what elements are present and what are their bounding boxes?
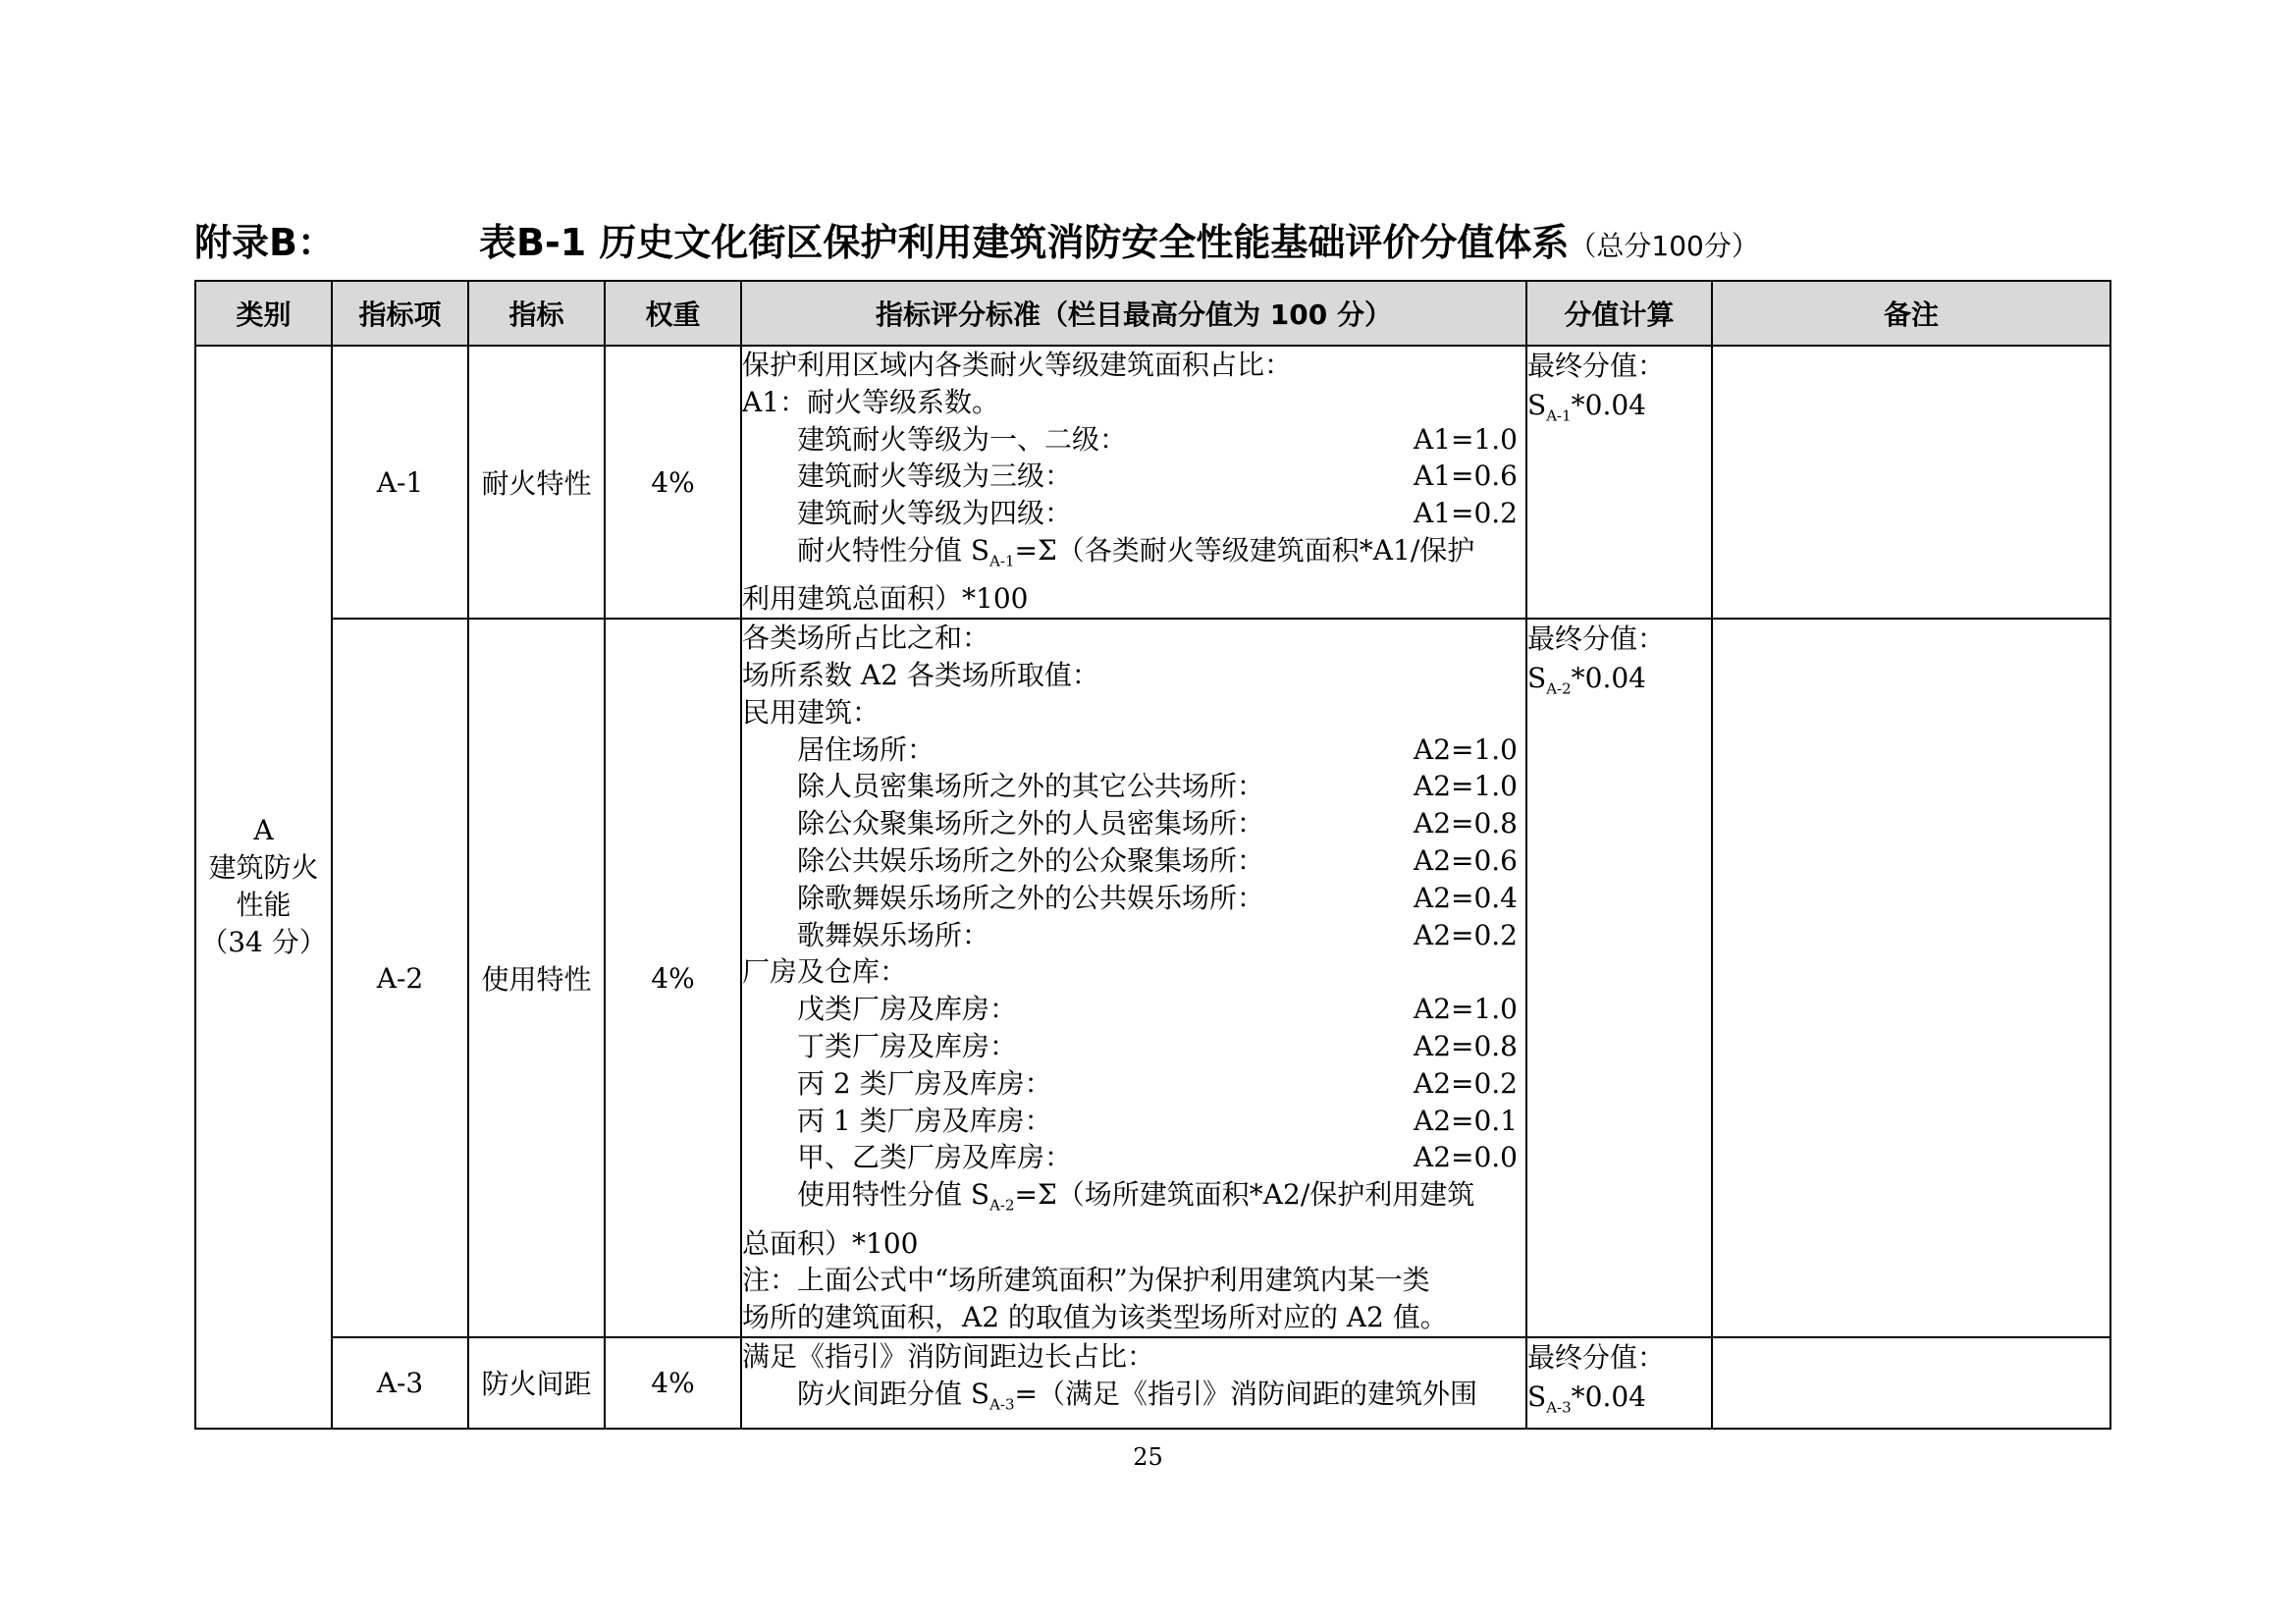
formula-subscript: A-3 bbox=[989, 1395, 1015, 1414]
weight-cell: 4% bbox=[605, 1337, 741, 1429]
coefficient-label: 除歌舞娱乐场所之外的公共娱乐场所： bbox=[797, 881, 1265, 914]
header-weight: 权重 bbox=[605, 281, 741, 346]
indicator-cell: 防火间距 bbox=[468, 1337, 605, 1429]
criteria-intro: A1：耐火等级系数。 bbox=[742, 385, 1000, 418]
coefficient-line bbox=[742, 880, 1525, 917]
item-cell: A-1 bbox=[332, 346, 468, 619]
formula-rest: =（满足《指引》消防间距的建筑外围 bbox=[1014, 1377, 1478, 1410]
formula-prefix: 耐火特性分值 S bbox=[797, 533, 990, 567]
header-indicator: 指标 bbox=[468, 281, 605, 346]
coefficient-line bbox=[742, 805, 1525, 842]
coefficient-value: A2=0.1 bbox=[1413, 1104, 1518, 1137]
coefficient-label: 戊类厂房及库房： bbox=[797, 993, 1018, 1026]
coefficient-line bbox=[742, 842, 1525, 880]
coefficient-label: 丁类厂房及库房： bbox=[797, 1029, 1018, 1062]
coefficient-value: A2=1.0 bbox=[1413, 770, 1518, 803]
header-calc: 分值计算 bbox=[1526, 281, 1712, 346]
formula-continuation: 总面积）*100 bbox=[742, 1226, 919, 1260]
coefficient-value: A2=0.0 bbox=[1413, 1141, 1518, 1174]
category-cell bbox=[195, 346, 332, 1429]
calc-cell bbox=[1526, 619, 1712, 1337]
remark-cell bbox=[1712, 619, 2110, 1337]
table-row-a1 bbox=[195, 346, 2110, 619]
coefficient-value: A2=0.8 bbox=[1413, 1029, 1518, 1062]
calc-symbol: S bbox=[1527, 1380, 1547, 1413]
calc-formula bbox=[1527, 1378, 1711, 1428]
coefficient-value: A2=1.0 bbox=[1413, 732, 1518, 766]
coefficient-line bbox=[742, 991, 1525, 1028]
coefficient-label: 建筑耐火等级为三级： bbox=[797, 460, 1073, 493]
coefficient-label: 丙 2 类厂房及库房： bbox=[797, 1066, 1052, 1100]
table-row-a2 bbox=[195, 619, 2110, 1337]
coefficient-label: 除人员密集场所之外的其它公共场所： bbox=[797, 770, 1265, 803]
calc-multiplier: *0.04 bbox=[1571, 1380, 1646, 1413]
coefficient-value: A1=0.2 bbox=[1413, 497, 1518, 530]
coefficient-value: A2=1.0 bbox=[1413, 993, 1518, 1026]
coefficient-label: 除公众聚集场所之外的人员密集场所： bbox=[797, 807, 1265, 840]
formula-continuation: 利用建筑总面积）*100 bbox=[742, 582, 1029, 616]
criteria-intro: 场所系数 A2 各类场所取值： bbox=[742, 658, 1099, 691]
coefficient-line bbox=[742, 1065, 1525, 1103]
coefficient-line bbox=[742, 421, 1525, 459]
table-title bbox=[479, 212, 1759, 266]
header-remark: 备注 bbox=[1712, 281, 2110, 346]
formula-subscript: A-2 bbox=[989, 1196, 1015, 1215]
formula-line bbox=[742, 1376, 1525, 1424]
coefficient-line bbox=[742, 1028, 1525, 1065]
coefficient-label: 甲、乙类厂房及库房： bbox=[797, 1141, 1073, 1174]
calc-subscript: A-1 bbox=[1546, 406, 1572, 425]
group-label: 厂房及仓库： bbox=[742, 955, 908, 989]
coefficient-line bbox=[742, 1139, 1525, 1176]
formula-rest: =Σ（各类耐火等级建筑面积*A1/保护 bbox=[1014, 533, 1475, 567]
formula-subscript: A-1 bbox=[989, 552, 1015, 570]
coefficient-line bbox=[742, 917, 1525, 954]
coefficient-value: A2=0.6 bbox=[1413, 843, 1518, 877]
calc-symbol: S bbox=[1527, 389, 1547, 421]
coefficient-line bbox=[742, 768, 1525, 805]
calc-subscript: A-2 bbox=[1546, 679, 1572, 698]
formula-prefix: 使用特性分值 S bbox=[797, 1178, 990, 1212]
calc-subscript: A-3 bbox=[1546, 1398, 1572, 1417]
criteria-cell bbox=[741, 346, 1526, 619]
category-name-line1: 建筑防火 bbox=[208, 851, 319, 885]
calc-label: 最终分值： bbox=[1527, 350, 1666, 382]
weight-cell: 4% bbox=[605, 346, 741, 619]
page-number: 25 bbox=[1133, 1443, 1163, 1471]
calc-formula bbox=[1527, 386, 1711, 436]
coefficient-value: A1=0.6 bbox=[1413, 460, 1518, 493]
evaluation-table bbox=[194, 280, 2111, 1430]
coefficient-line bbox=[742, 495, 1525, 532]
coefficient-value: A2=0.2 bbox=[1413, 1066, 1518, 1100]
coefficient-label: 丙 1 类厂房及库房： bbox=[797, 1104, 1052, 1137]
criteria-intro: 满足《指引》消防间距边长占比： bbox=[742, 1339, 1155, 1373]
note-line: 注：上面公式中“场所建筑面积”为保护利用建筑内某一类 bbox=[742, 1264, 1430, 1297]
coefficient-value: A2=0.8 bbox=[1413, 807, 1518, 840]
coefficient-line bbox=[742, 458, 1525, 495]
calc-multiplier: *0.04 bbox=[1571, 389, 1646, 421]
group-label: 民用建筑： bbox=[742, 695, 881, 729]
coefficient-value: A1=1.0 bbox=[1413, 422, 1518, 456]
category-score: （34 分） bbox=[200, 926, 327, 959]
criteria-cell bbox=[741, 1337, 1526, 1429]
formula-line bbox=[742, 532, 1525, 580]
table-row-a3 bbox=[195, 1337, 2110, 1429]
coefficient-label: 居住场所： bbox=[797, 732, 935, 766]
header-criteria: 指标评分标准（栏目最高分值为 100 分） bbox=[741, 281, 1526, 346]
item-cell: A-3 bbox=[332, 1337, 468, 1429]
category-code: A bbox=[253, 814, 274, 847]
formula-line bbox=[742, 1176, 1525, 1224]
table-header-row bbox=[195, 281, 2110, 346]
calc-label: 最终分值： bbox=[1527, 623, 1666, 656]
category-name-line2: 性能 bbox=[236, 889, 292, 922]
coefficient-label: 歌舞娱乐场所： bbox=[797, 918, 990, 951]
appendix-label: 附录B： bbox=[194, 221, 335, 264]
calc-symbol: S bbox=[1527, 662, 1547, 695]
header-category: 类别 bbox=[195, 281, 332, 346]
criteria-intro: 各类场所占比之和： bbox=[742, 622, 990, 655]
remark-cell bbox=[1712, 1337, 2110, 1429]
coefficient-value: A2=0.4 bbox=[1413, 881, 1518, 914]
coefficient-line bbox=[742, 1103, 1525, 1140]
calc-label: 最终分值： bbox=[1527, 1340, 1666, 1374]
item-cell: A-2 bbox=[332, 619, 468, 1337]
calc-cell bbox=[1526, 1337, 1712, 1429]
coefficient-label: 建筑耐火等级为四级： bbox=[797, 497, 1073, 530]
calc-cell bbox=[1526, 346, 1712, 619]
table-title-note: （总分100分） bbox=[1569, 230, 1759, 262]
weight-cell: 4% bbox=[605, 619, 741, 1337]
indicator-cell: 耐火特性 bbox=[468, 346, 605, 619]
coefficient-line bbox=[742, 731, 1525, 769]
header-item: 指标项 bbox=[332, 281, 468, 346]
coefficient-label: 除公共娱乐场所之外的公众聚集场所： bbox=[797, 843, 1265, 877]
indicator-cell: 使用特性 bbox=[468, 619, 605, 1337]
calc-multiplier: *0.04 bbox=[1571, 662, 1646, 695]
formula-rest: =Σ（场所建筑面积*A2/保护利用建筑 bbox=[1014, 1178, 1475, 1212]
criteria-cell bbox=[741, 619, 1526, 1337]
note-line: 场所的建筑面积，A2 的取值为该类型场所对应的 A2 值。 bbox=[742, 1301, 1448, 1334]
coefficient-label: 建筑耐火等级为一、二级： bbox=[797, 422, 1128, 456]
formula-prefix: 防火间距分值 S bbox=[797, 1377, 990, 1410]
criteria-intro: 保护利用区域内各类耐火等级建筑面积占比： bbox=[742, 349, 1293, 381]
remark-cell bbox=[1712, 346, 2110, 619]
calc-formula bbox=[1527, 659, 1711, 709]
page-heading bbox=[194, 208, 2109, 267]
coefficient-value: A2=0.2 bbox=[1413, 918, 1518, 951]
table-title-text: 表B-1 历史文化街区保护利用建筑消防安全性能基础评价分值体系 bbox=[479, 221, 1570, 264]
